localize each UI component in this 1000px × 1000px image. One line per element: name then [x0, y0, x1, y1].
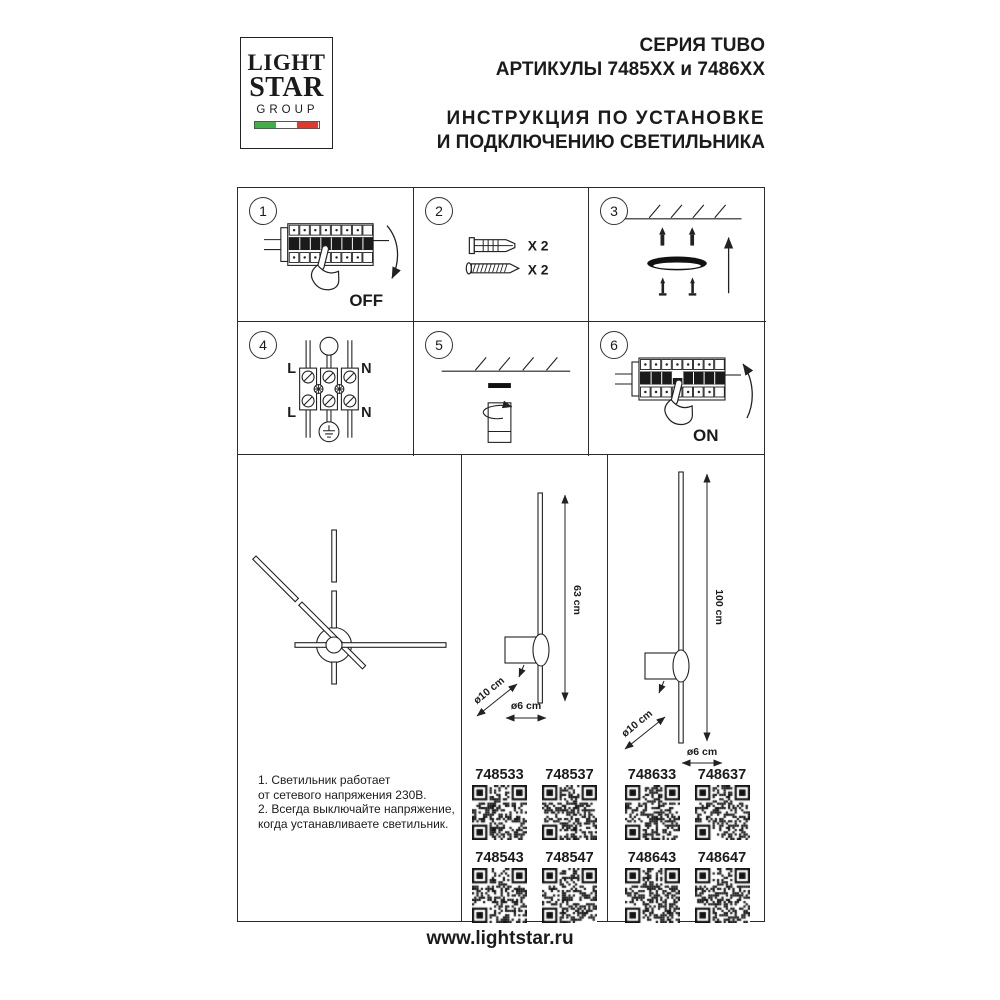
terminal-label-l-bottom: L — [287, 404, 297, 421]
toggle-on-notch — [672, 372, 683, 379]
qr-code — [695, 868, 750, 923]
canopy-cylinder-icon — [488, 403, 511, 443]
switch-toggle-icon — [519, 665, 524, 677]
hatch-marks — [475, 357, 557, 370]
step-2-panel — [414, 188, 589, 322]
qr-code — [695, 785, 750, 840]
note-line: 1. Светильник работает — [258, 773, 391, 787]
dowel-qty-label: X 2 — [527, 237, 549, 254]
article-item — [541, 767, 599, 840]
article-item — [693, 767, 751, 840]
hatch-marks — [649, 205, 725, 218]
logo-word-group: GROUP — [256, 104, 319, 116]
mount-diameter-label: ø10 cm — [619, 707, 655, 740]
tube-rod — [679, 472, 683, 743]
article-item — [471, 767, 529, 840]
step-number-badge: 1 — [249, 197, 277, 225]
step-5-panel — [414, 322, 589, 456]
qr-code — [472, 785, 527, 840]
article-item — [623, 850, 681, 923]
article-number: 748543 — [475, 850, 524, 866]
mount-diameter-label: ø10 cm — [471, 674, 507, 707]
article-item — [623, 767, 681, 840]
side-view-100-drawing — [608, 455, 766, 785]
note-line: 2. Всегда выключайте напряжение, — [258, 802, 455, 817]
lamp-circle-icon — [320, 337, 338, 355]
dowels-up-icon — [659, 227, 695, 245]
product-overview-column — [238, 455, 462, 921]
arrow-up-icon — [743, 364, 752, 418]
italy-flag-bar — [254, 121, 320, 129]
article-number: 748533 — [475, 767, 524, 783]
ground-circle-icon — [319, 422, 339, 442]
step-number-badge: 2 — [425, 197, 453, 225]
article-item — [541, 850, 599, 923]
terminal-label-n-top: N — [361, 361, 372, 378]
tube-diameter-label: ø6 cm — [510, 700, 542, 712]
height-dimension-label: 63 cm — [571, 585, 583, 615]
dowel-icon — [469, 238, 514, 254]
article-number: 748647 — [697, 850, 747, 866]
qr-code — [472, 868, 527, 923]
products-section — [237, 455, 765, 922]
flag-green-segment — [255, 122, 276, 128]
tube-diameter-label: ø6 cm — [686, 746, 718, 758]
screw-qty-label: X 2 — [527, 261, 549, 278]
screws-up-icon — [659, 277, 696, 295]
article-item — [693, 850, 751, 923]
on-label: ON — [693, 426, 719, 445]
screw-icon — [466, 263, 518, 274]
mount-plate-edge — [533, 634, 549, 666]
article-number: 748633 — [627, 767, 677, 783]
qr-code — [625, 785, 680, 840]
qr-code — [542, 868, 597, 923]
height-dimension-label: 100 cm — [713, 589, 725, 625]
step-number-badge: 6 — [600, 331, 628, 359]
article-number: 748537 — [545, 767, 594, 783]
series-title: СЕРИЯ TUBO — [639, 35, 765, 56]
articles-grid-100 — [608, 767, 766, 923]
step-3-panel — [589, 188, 766, 322]
logo-word-star: STAR — [249, 72, 324, 103]
logo-word-light: LIGHT — [247, 50, 326, 75]
step-number-badge: 3 — [600, 197, 628, 225]
qr-code — [542, 785, 597, 840]
variant-100-column — [608, 455, 766, 921]
top-view-drawing — [238, 455, 462, 755]
flag-white-segment — [276, 122, 297, 128]
article-number: 748643 — [627, 850, 677, 866]
step-number-badge: 4 — [249, 331, 277, 359]
safety-notes — [258, 773, 455, 831]
arrow-down-icon — [387, 226, 398, 279]
note-line: когда устанавливаете светильник. — [258, 816, 449, 831]
qr-code — [625, 868, 680, 923]
mounting-plate-highlight — [653, 263, 701, 269]
steps-grid — [237, 187, 765, 455]
instruction-title-line2: И ПОДКЛЮЧЕНИЮ СВЕТИЛЬНИКА — [436, 132, 765, 153]
mounting-bar-icon — [488, 383, 511, 388]
article-number: 748637 — [697, 767, 747, 783]
note-line: от сетевого напряжения 230В. — [258, 787, 427, 802]
flag-red-segment — [297, 122, 318, 128]
swivel-hub-circle — [326, 637, 342, 653]
terminal-label-l-top: L — [287, 361, 297, 378]
step-6-panel — [589, 322, 766, 456]
tube-rod — [538, 493, 542, 703]
lightstar-logo — [240, 37, 333, 149]
website-url: www.lightstar.ru — [426, 928, 574, 949]
step-number-badge: 5 — [425, 331, 453, 359]
instruction-title-line1: ИНСТРУКЦИЯ ПО УСТАНОВКЕ — [446, 108, 765, 129]
articles-title: АРТИКУЛЫ 7485XX и 7486XX — [495, 59, 765, 80]
title-block — [437, 34, 765, 155]
terminal-label-n-bottom: N — [361, 404, 372, 421]
step-1-panel — [238, 188, 414, 322]
switch-toggle-icon — [659, 681, 664, 693]
step-4-panel — [238, 322, 414, 456]
off-label: OFF — [349, 291, 384, 311]
article-number: 748547 — [545, 850, 594, 866]
mount-plate-edge — [673, 650, 689, 682]
articles-grid-63 — [462, 767, 607, 923]
article-item — [471, 850, 529, 923]
variant-63-column — [462, 455, 608, 921]
side-view-63-drawing — [462, 455, 608, 765]
